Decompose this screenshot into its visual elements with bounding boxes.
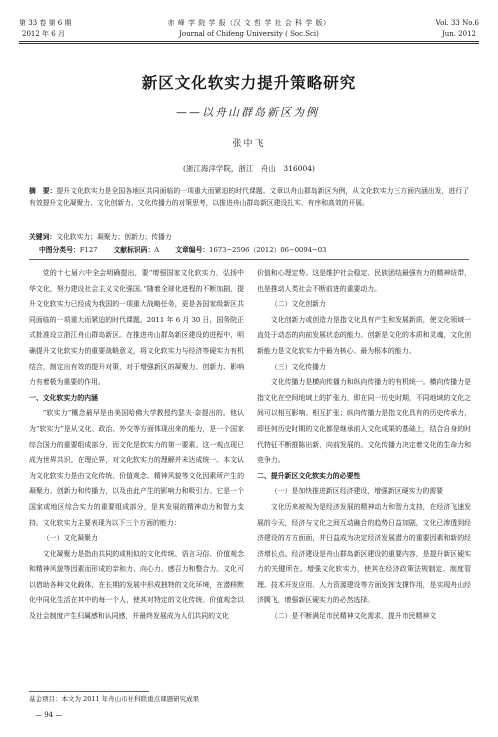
- article-subtitle: ——以舟山群岛新区为例: [176, 106, 319, 119]
- body-paragraph: （三）文化传播力: [270, 362, 326, 371]
- abstract-text: 提升文化软实力是全国各地区共同面临的一项重大而紧迫的时代课题。文章以舟山群岛新区为例，从文化软实力三方面内涵出发，进行了有效提升文化凝聚力、文化创新力、文化传播力的对策思考，以推进舟山群岛新区建设扎实、有序和高效的开展。: [29, 187, 470, 207]
- body-paragraph: （一）文化凝聚力: [42, 534, 98, 543]
- body-paragraph: 党的十七届六中全会明确提出，要“增强国家文化软实力，弘扬中华文化，努力建设社会主义文化强国。”随着全球化进程的不断加剧，提升文化软实力已经成为我国的一项重大战略任务，更是各国家级新区共同面临的一项重大而紧迫的时代课题。2011 年 6 月 30 日，国务院正式批准设立浙江舟山群岛新区。在推进舟山群岛新区建设的进程中，明确提升文化软实力的重要战略意义，将文化软实力与经济等硬实力有机结合，制定出有效的提升对策，对于增强新区的凝聚力、创新力、影响力有着极为重要的作用。: [29, 269, 244, 387]
- keywords-line: [29, 231, 172, 241]
- keywords: 文化软实力；凝聚力；创新力；传播力: [56, 233, 172, 241]
- author-affiliation: (浙江海洋学院，浙江 舟山 316004): [183, 164, 315, 173]
- abstract: [29, 185, 469, 209]
- issue-date: 2012 年 6 月: [22, 30, 65, 38]
- abstract-rule: [29, 259, 469, 260]
- journal-name-cn: 赤 峰 学 院 学 报（汉 文 哲 学 社 会 科 学 版）: [167, 19, 331, 27]
- volume-en: Vol. 33 No.6: [435, 19, 479, 27]
- body-paragraph: 文化历来被视为是经济发展的精神动力和智力支持，在经济飞速发展的今天，经济与文化之间互动融合的趋势日益加剧，文化已渗透到经济建设的方方面面，并日益成为决定经济发展潜力的重要因素和新的经济增长点。经济建设是舟山群岛新区建设的重要内容，是提升新区硬实力的关键所在。增强文化软实力，使其在经济政策法规制定、制度管理、技术开发应用、人力资源建设等方面发挥支撑作用，是实现舟山经济腾飞，增强新区硬实力的必然选择。: [257, 502, 471, 605]
- header-rule: [19, 41, 479, 42]
- issue-number: 第 33 卷 第 6 期: [19, 19, 72, 27]
- body-paragraph: 文化传播力是横向传播力和纵向传播力的有机统一。横向传播力是指文化在空间地域上的扩张力，即在同一历史时期，不同地域的文化之间可以相互影响、相互扩张；纵向传播力是指文化具有的历史传承力，即任何历史时期的文化都是继承前人文化成果的基础上，结合自身的时代特征不断推陈出新，向前发展的。文化传播力决定着文化的生命力和竞争力。: [257, 378, 471, 465]
- body-paragraph: 文化创新力或创造力是指文化具有产生和发展新质，使文化领域一直处于动态的向前发展状态的能力。创新是文化的本质和灵魂，文化创新能力是文化软实力中最为核心、最为根本的能力。: [257, 315, 471, 355]
- footnote-rule: [29, 691, 149, 692]
- header-rule-thin: [19, 43, 479, 44]
- page-number: — 94 —: [35, 711, 63, 719]
- abstract-label: 摘 要：: [29, 187, 57, 195]
- clc-label: 中图分类号：: [39, 246, 80, 254]
- fund-note: 基金项目：本文为 2011 年舟山市社科联重点课题研究成果: [29, 695, 200, 703]
- article-number: 1673−2596（2012）06−0094−03: [209, 246, 327, 254]
- article-number-label: 文章编号：: [175, 246, 210, 254]
- section-heading: 一、文化软实力的内涵: [29, 393, 98, 402]
- article-title: 新区文化软实力提升策略研究: [141, 74, 357, 92]
- body-paragraph: （二）是不断满足市民精神文化需求，提升市民精神文: [270, 612, 437, 621]
- body-paragraph: 价值和心理定势。这是维护社会稳定、民族团结最强有力的精神纽带，也是推动人类社会不断前进的重要动力。: [257, 269, 471, 293]
- body-paragraph: 文化凝聚力是指由共同的或相似的文化传统、语言习俗、价值观念和精神风貌等因素而形成的亲和力、向心力、感召力和整合力。文化可以借助各种文化载体，在长期的发展中形成独特的文化环境，在潜移默化中同化生活在其中的每一个人，使其对特定的文化传统、价值观念以及社会制度产生归属感和认同感，并最终发展成为人们共同的文化: [29, 549, 244, 621]
- author-name: 张中飞: [232, 139, 266, 149]
- doc-code-label: 文献标识码：: [113, 246, 155, 254]
- journal-name-en: Journal of Chifeng University ( Soc.Sci): [179, 30, 319, 38]
- date-en: Jun. 2012: [441, 30, 476, 38]
- section-heading: 二、提升新区文化软实力的必要性: [257, 471, 361, 480]
- body-column-right: [257, 266, 471, 656]
- doc-code: A: [154, 246, 160, 254]
- body-column-left: [29, 266, 244, 626]
- clc-code: F127: [79, 246, 98, 254]
- body-paragraph: （一）是加快推进新区经济建设，增强新区硬实力的需要: [270, 487, 444, 496]
- classification-line: [39, 244, 326, 254]
- keywords-label: 关键词：: [29, 233, 57, 241]
- body-paragraph: “软实力”概念最早是由美国哈佛大学教授约瑟夫·奈提出的。他认为“软实力”是从文化、政治、外交等方面体现出来的能力，是一个国家综合国力的重要组成部分，而文化是软实力的第一要素。这一观点现已成为世界共识。在理论界，对文化软实力的理解并未达成统一。本文认为文化软实力是由文化传统、价值观念、精神风貌等文化因素所产生的凝聚力、创新力和传播力，以及由此产生的影响力和吸引力。它是一个国家或地区综合实力的重要组成部分，是其发展的精神动力和智力支持。文化软实力主要表现为以下三个方面的能力：: [29, 409, 244, 527]
- body-paragraph: （二）文化创新力: [270, 300, 326, 309]
